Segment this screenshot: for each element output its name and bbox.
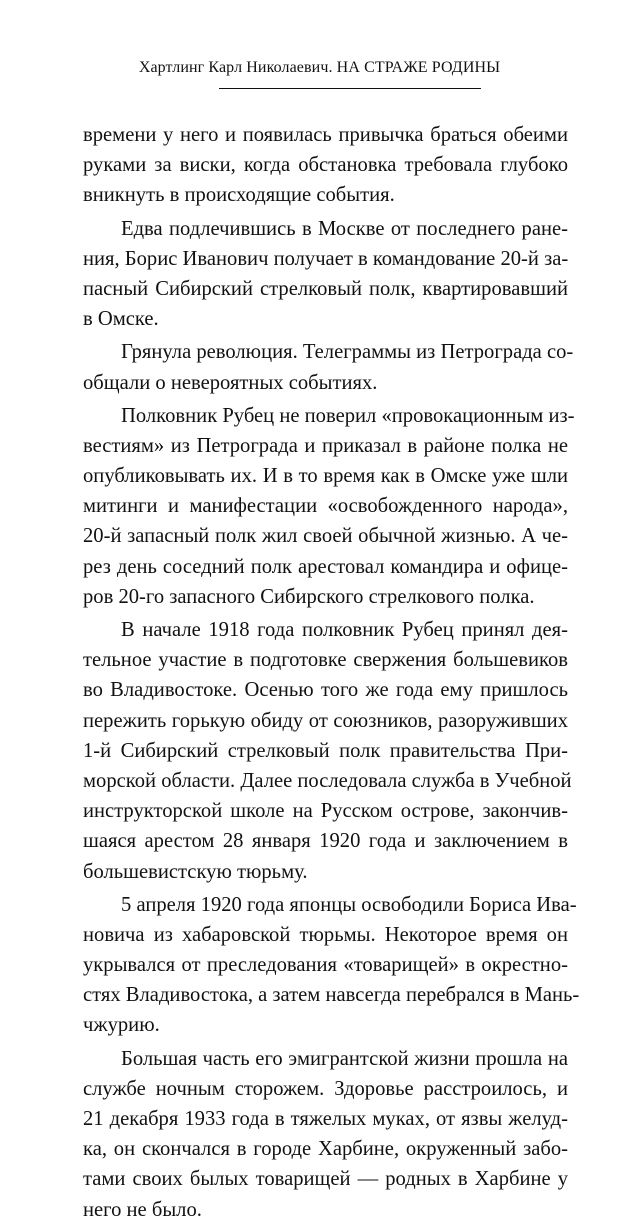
paragraph: [83, 615, 572, 887]
text-line: руками за виски, когда обстановка требовала глубоко: [83, 154, 568, 177]
text-line: митинги и манифестации «освобожденного народа»,: [83, 495, 568, 518]
text-line: тельное участие в подготовке свержения большевиков: [83, 649, 568, 672]
text-line: 20-й запасный полк жил своей обычной жизнью. А че-: [83, 525, 568, 548]
text-line: инструкторской школе на Русском острове, закончив-: [83, 800, 568, 823]
text-line: новича из хабаровской тюрьмы. Некоторое время он: [83, 923, 568, 946]
text-line: него не было.: [83, 1198, 202, 1221]
body-text: [83, 120, 580, 1228]
text-line: 1-й Сибирский стрелковый полк правительства При-: [83, 739, 568, 762]
text-line: стях Владивостока, а затем навсегда перебрался в Мань-: [83, 984, 580, 1007]
text-line: общали о невероятных событиях.: [83, 371, 378, 394]
text-line: времени у него и появилась привычка браться обеими: [83, 124, 568, 146]
text-line: опубликовывать их. И в то время как в Омске уже шли: [83, 465, 568, 488]
paragraph: [83, 890, 580, 1041]
text-line: В начале 1918 года полковник Рубец принял дея-: [121, 619, 568, 641]
text-line: шаяся арестом 28 января 1920 года и заключением в: [83, 830, 568, 853]
text-line: морской области. Далее последовала служба в Учебной: [83, 769, 572, 792]
paragraph: [83, 214, 568, 335]
text-line: пережить горькую обиду от союзников, разоруживших: [83, 709, 568, 732]
text-line: ния, Борис Иванович получает в командование 20-й за-: [83, 247, 569, 270]
text-line: вестиям» из Петрограда и приказал в районе полка не: [83, 434, 568, 457]
text-line: укрывался от преследования «товарищей» в окрестно-: [83, 954, 568, 977]
paragraph: [83, 401, 575, 612]
running-head: Хартлинг Карл Николаевич. НА СТРАЖЕ РОДИНЫ: [138, 59, 501, 76]
text-line: Большая часть его эмигрантской жизни прошла на: [121, 1047, 568, 1070]
text-line: ров 20-го запасного Сибирского стрелкового полка.: [83, 585, 535, 608]
text-line: 5 апреля 1920 года японцы освободили Бориса Ива-: [121, 893, 577, 916]
text-line: службе ночным сторожем. Здоровье расстроилось, и: [83, 1077, 568, 1100]
text-line: пасный Сибирский стрелковый полк, квартировавший: [83, 277, 568, 300]
text-line: Полковник Рубец не поверил «провокационным из-: [121, 404, 575, 427]
text-line: большевистскую тюрьму.: [83, 860, 308, 883]
text-line: тами своих былых товарищей — родных в Харбине у: [83, 1168, 568, 1191]
text-line: Едва подлечившись в Москве от последнего ране-: [121, 217, 568, 240]
text-line: в Омске.: [83, 308, 159, 331]
text-line: рез день соседний полк арестовал командира и офице-: [83, 555, 568, 578]
text-line: вникнуть в происходящие события.: [83, 184, 395, 207]
text-line: во Владивостоке. Осенью того же года ему пришлось: [83, 679, 568, 702]
paragraph: [83, 337, 574, 397]
text-line: чжурию.: [83, 1014, 160, 1037]
text-line: ка, он скончался в городе Харбине, окруженный забо-: [83, 1138, 568, 1161]
header-rule: [219, 88, 481, 89]
paragraph: [83, 120, 568, 211]
paragraph: [83, 1044, 568, 1225]
text-line: Грянула революция. Телеграммы из Петрограда со-: [121, 341, 574, 364]
text-line: 21 декабря 1933 года в тяжелых муках, от язвы желуд-: [83, 1108, 568, 1130]
